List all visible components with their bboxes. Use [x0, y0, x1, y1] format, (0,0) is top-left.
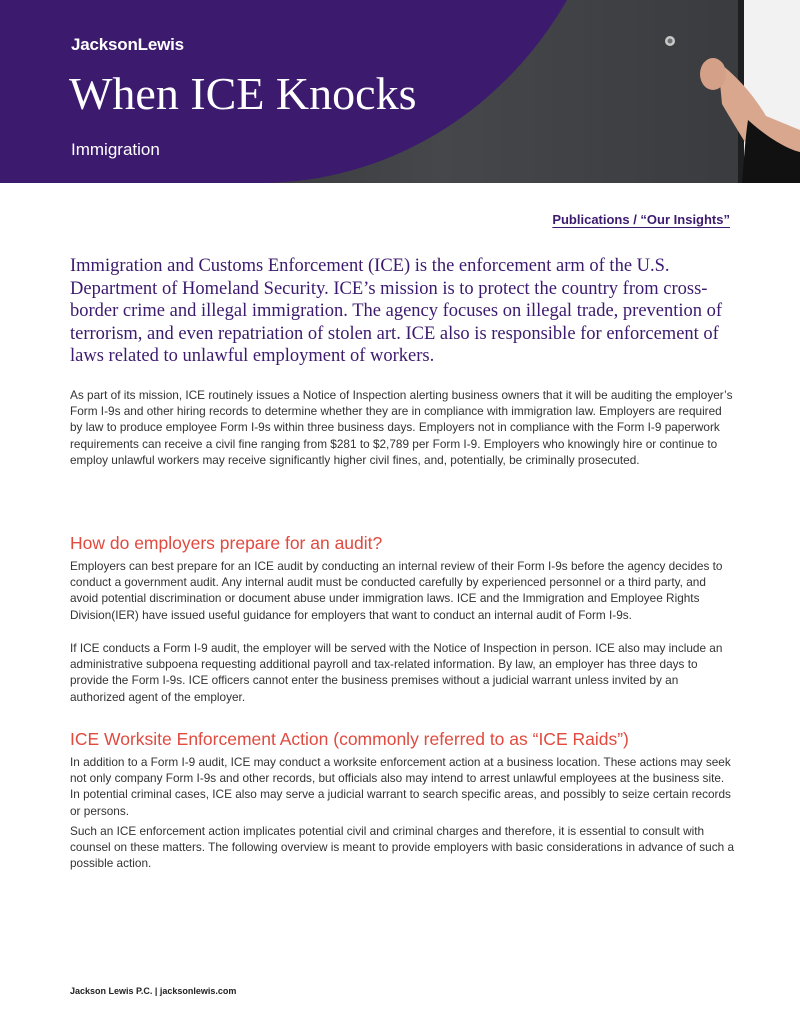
- page-title: When ICE Knocks: [69, 68, 417, 119]
- jacksonlewis-logo: JacksonLewis: [71, 35, 184, 54]
- section-heading-audit: How do employers prepare for an audit?: [70, 533, 383, 553]
- audit-paragraph-1: Employers can best prepare for an ICE audit by conducting an internal review of their Form I-9s before the agency decides to conduct a government audit. Any internal audit must be conducted carefully by experienced personnel or a third party, and avoid potential discrimination or document abuse under immigration laws. ICE and the Immigration and Employee Rights Division(IER) have issued useful guidance for employers that want to conduct an internal audit of Form I-9s.: [70, 559, 723, 622]
- page-footer: Jackson Lewis P.C. | jacksonlewis.com: [70, 986, 237, 996]
- header-banner: [0, 0, 800, 183]
- section-heading-raids: ICE Worksite Enforcement Action (commonly referred to as “ICE Raids”): [70, 729, 629, 749]
- lead-paragraph: Immigration and Customs Enforcement (ICE) is the enforcement arm of the U.S. Department of Homeland Security. ICE’s mission is to protect the country from cross-border crime and illegal immigration. The agency focuses on illegal trade, prevention of terrorism, and even repatriation of stolen art. ICE also is responsible for enforcement of laws related to unlawful employment of workers.: [70, 256, 723, 366]
- breadcrumb-link[interactable]: Publications / “Our Insights”: [552, 212, 730, 227]
- raids-paragraph-1: In addition to a Form I-9 audit, ICE may conduct a worksite enforcement action at a business location. These actions may seek not only company Form I-9s and other records, but officials also may intend to arrest unlawful employees at the business site. In potential criminal cases, ICE also may serve a judicial warrant to search specific areas, and possibly to seize certain records or persons.: [70, 755, 731, 818]
- audit-paragraph-2: If ICE conducts a Form I-9 audit, the employer will be served with the Notice of Inspection in person. ICE also may include an administrative subpoena requesting additional payroll and tax-related information. By law, an employer has three days to provide the Form I-9s. ICE officers cannot enter the business premises without a judicial warrant unless invited by an authorized agent of the employer.: [70, 641, 723, 704]
- practice-area: Immigration: [71, 140, 160, 159]
- intro-paragraph: As part of its mission, ICE routinely issues a Notice of Inspection alerting business owners that it will be auditing the employer’s Form I-9s and other hiring records to determine whether they are in compliance with immigration law. Employers are required by law to produce employee Form I-9s within three business days. Employers not in compliance with the Form I-9 paperwork requirements can receive a civil fine ranging from $281 to $2,789 per Form I-9. Employers who knowingly hire or continue to employ unlawful workers may receive significantly higher civil fines, and, potentially, be criminally prosecuted.: [70, 388, 733, 467]
- raids-paragraph-2: Such an ICE enforcement action implicates potential civil and criminal charges and therefore, it is essential to consult with counsel on these matters. The following overview is meant to provide employers with basic considerations in advance of such a possible action.: [70, 824, 735, 871]
